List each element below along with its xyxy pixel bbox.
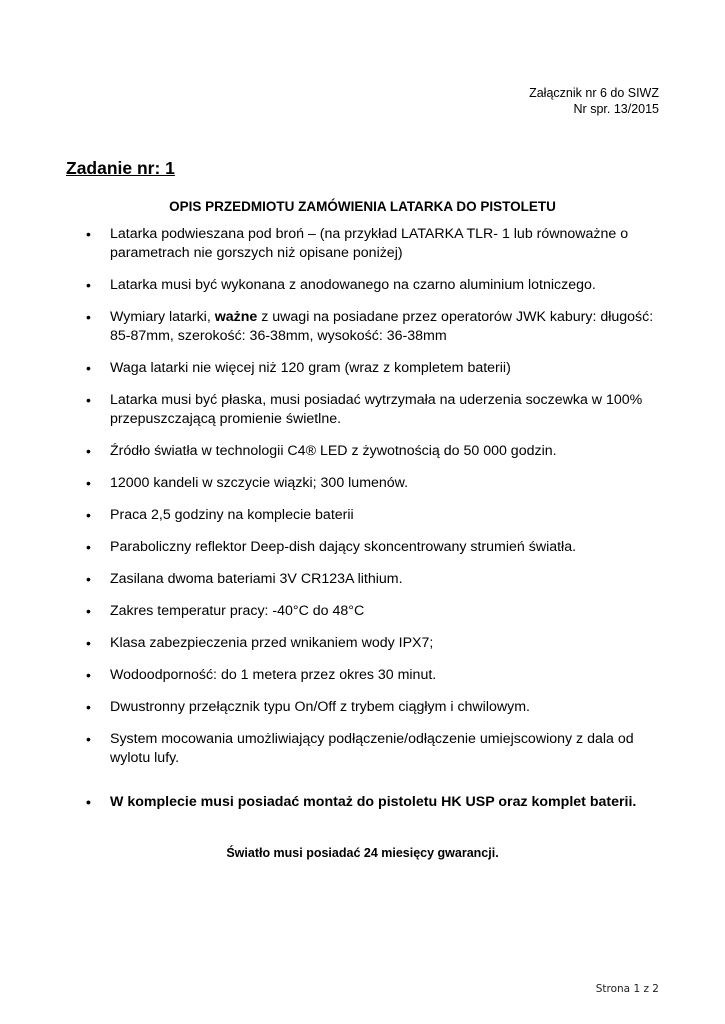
- list-item-final: • W komplecie musi posiadać montaż do pistoletu HK USP oraz komplet baterii.: [86, 794, 637, 810]
- bullet-icon: •: [86, 571, 91, 587]
- document-subtitle: OPIS PRZEDMIOTU ZAMÓWIENIA LATARKA DO PISTOLETU: [169, 199, 556, 214]
- list-item: • Latarka musi być płaska, musi posiadać wytrzymała na uderzenia soczewka w 100% przepuszczającą promienie świetlne.: [86, 392, 643, 427]
- list-item: • Latarka musi być wykonana z anodowanego na czarno aluminium lotniczego.: [86, 277, 596, 293]
- list-item: • Klasa zabezpieczenia przed wnikaniem wody IPX7;: [86, 635, 434, 651]
- list-item: • Dwustronny przełącznik typu On/Off z trybem ciągłym i chwilowym.: [86, 699, 530, 715]
- requirements-list: [84, 225, 664, 825]
- document-header: [529, 85, 659, 117]
- bullet-icon: •: [86, 731, 91, 747]
- task-title: Zadanie nr: 1: [66, 158, 175, 178]
- attachment-reference: Załącznik nr 6 do SIWZ: [529, 86, 659, 100]
- bullet-icon: •: [86, 539, 91, 555]
- list-item: • 12000 kandeli w szczycie wiązki; 300 lumenów.: [86, 475, 409, 491]
- list-item: • Praca 2,5 godziny na komplecie baterii: [86, 507, 354, 523]
- list-item: • Latarka podwieszana pod broń – (na przykład LATARKA TLR- 1 lub równoważne o parametrach nie gorszych niż opisane poniżej): [86, 226, 629, 261]
- bullet-icon: •: [86, 699, 91, 715]
- list-item: • Źródło światła w technologii C4® LED z żywotnością do 50 000 godzin.: [86, 443, 557, 459]
- bullet-icon: •: [86, 635, 91, 651]
- bullet-icon: •: [86, 475, 91, 491]
- case-number: Nr spr. 13/2015: [573, 102, 659, 116]
- list-item: • Waga latarki nie więcej niż 120 gram (wraz z kompletem baterii): [86, 360, 511, 376]
- bullet-icon: •: [86, 443, 91, 459]
- bullet-icon: •: [86, 277, 91, 293]
- bullet-icon: •: [86, 360, 91, 376]
- list-item: • Paraboliczny reflektor Deep-dish dający skoncentrowany strumień światła.: [86, 539, 577, 555]
- page-number: Strona 1 z 2: [595, 983, 659, 995]
- bullet-icon: •: [86, 226, 91, 242]
- list-item: • Wodoodporność: do 1 metera przez okres 30 minut.: [86, 667, 437, 683]
- list-item: • System mocowania umożliwiający podłączenie/odłączenie umiejscowiony z dala od wylotu lufy.: [86, 731, 634, 766]
- emphasis-text: ważne: [214, 309, 258, 325]
- bullet-icon: •: [86, 392, 91, 408]
- bullet-icon: •: [86, 603, 91, 619]
- list-item: • Zakres temperatur pracy: -40°C do 48°C: [86, 603, 365, 619]
- bullet-icon: •: [86, 667, 91, 683]
- list-item: • Zasilana dwoma bateriami 3V CR123A lithium.: [86, 571, 403, 587]
- bullet-icon: •: [86, 309, 91, 325]
- warranty-note: Światło musi posiadać 24 miesięcy gwarancji.: [226, 846, 499, 860]
- bullet-icon: •: [86, 507, 91, 523]
- list-item: • Wymiary latarki, ważne z uwagi na posiadane przez operatorów JWK kabury: długość: 85-87mm, szerokość: 36-38mm, wysokość: 36-38mm: [86, 309, 654, 344]
- bullet-icon: •: [86, 794, 91, 810]
